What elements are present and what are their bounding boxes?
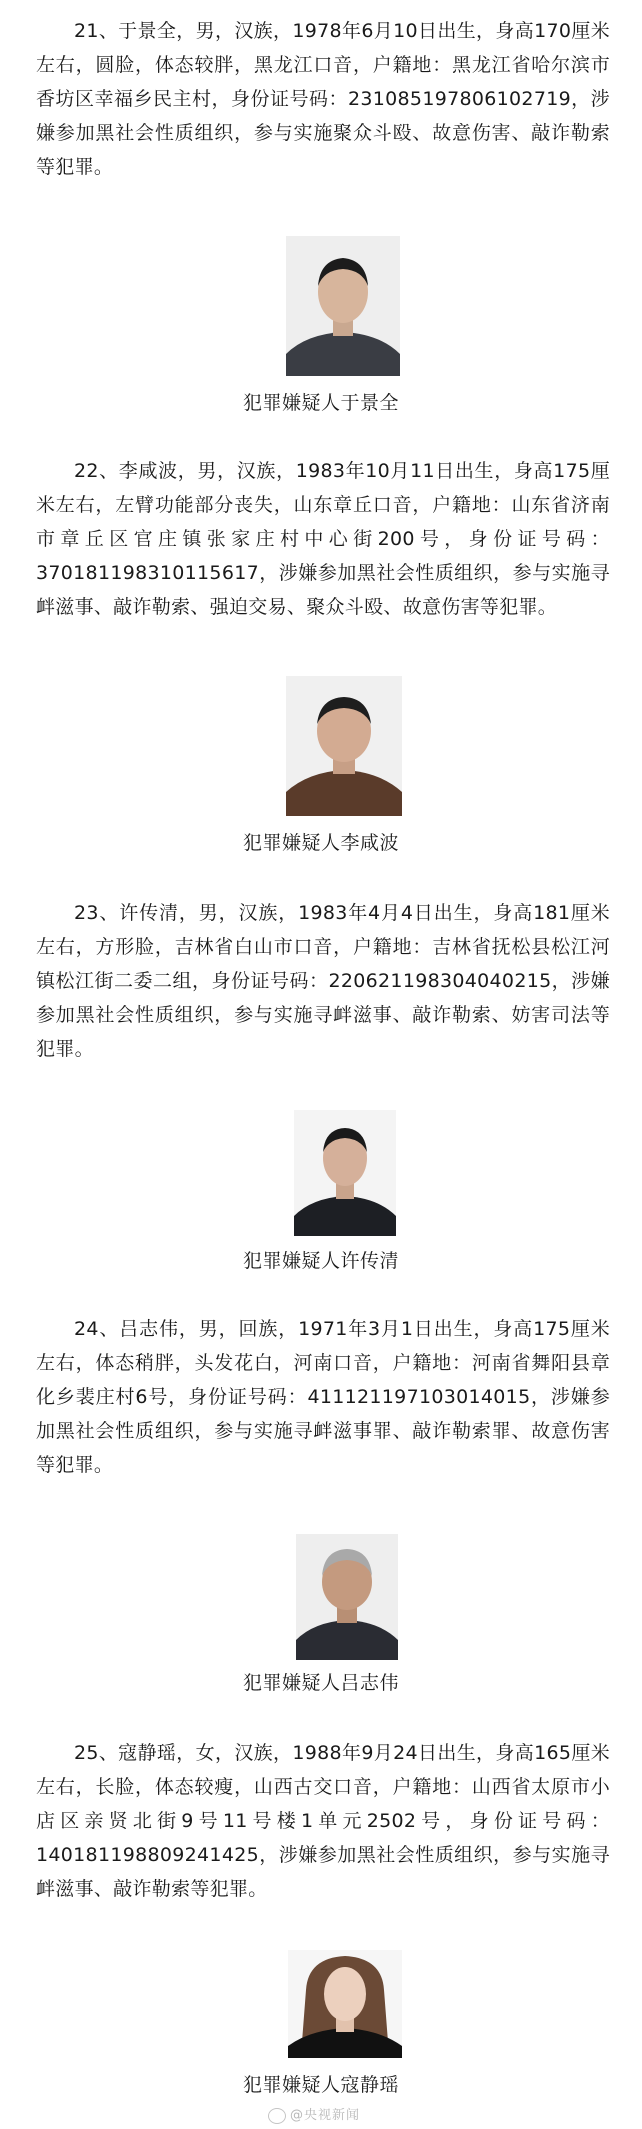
portrait-image [286,676,402,816]
suspect-photo [294,1110,396,1236]
suspect-description: 21、于景全，男，汉族，1978年6月10日出生，身高170厘米左右，圆脸，体态较胖，黑龙江口音，户籍地：黑龙江省哈尔滨市香坊区幸福乡民主村，身份证号码：231085197806102719，涉嫌参加黑社会性质组织，参与实施聚众斗殴、故意伤害、敲诈勒索等犯罪。 [36,20,610,178]
suspect-caption: 犯罪嫌疑人吕志伟 [242,1672,399,1694]
watermark-text: @央视新闻 [290,2108,361,2123]
suspect-description: 24、吕志伟，男，回族，1971年3月1日出生，身高175厘米左右，体态稍胖，头发花白，河南口音，户籍地：河南省舞阳县章化乡裴庄村6号，身份证号码：411121197103014015，涉嫌参加黑社会性质组织，参与实施寻衅滋事罪、敲诈勒索罪、故意伤害等犯罪。 [36,1318,610,1476]
suspect-photo [296,1534,398,1660]
suspect-photo [286,236,400,376]
suspect-description: 22、李咸波，男，汉族，1983年10月11日出生，身高175厘米左右，左臂功能部分丧失，山东章丘口音，户籍地：山东省济南市章丘区官庄镇张家庄村中心街200号，身份证号码：370181198310115617，涉嫌参加黑社会性质组织，参与实施寻衅滋事、敲诈勒索、强迫交易、聚众斗殴、故意伤害等犯罪。 [36,460,610,618]
suspect-caption: 犯罪嫌疑人于景全 [242,392,399,414]
weibo-icon [268,2108,286,2124]
suspect-photo [288,1950,402,2058]
suspect-description: 25、寇静瑶，女，汉族，1988年9月24日出生，身高165厘米左右，长脸，体态较瘦，山西古交口音，户籍地：山西省太原市小店区亲贤北街9号11号楼1单元2502号，身份证号码：140181198809241425，涉嫌参加黑社会性质组织，参与实施寻衅滋事、敲诈勒索等犯罪。 [36,1742,610,1900]
portrait-image [294,1110,396,1236]
suspect-caption: 犯罪嫌疑人许传清 [242,1250,399,1272]
portrait-image [288,1950,402,2058]
suspect-description: 23、许传清，男，汉族，1983年4月4日出生，身高181厘米左右，方形脸，吉林省白山市口音，户籍地：吉林省抚松县松江河镇松江街二委二组，身份证号码：220621198304040215，涉嫌参加黑社会性质组织，参与实施寻衅滋事、敲诈勒索、妨害司法等犯罪。 [36,902,610,1060]
suspect-caption: 犯罪嫌疑人李咸波 [242,832,399,854]
suspect-photo [286,676,402,816]
source-watermark [268,2104,360,2124]
portrait-image [286,236,400,376]
portrait-image [296,1534,398,1660]
suspect-caption: 犯罪嫌疑人寇静瑶 [242,2074,399,2096]
